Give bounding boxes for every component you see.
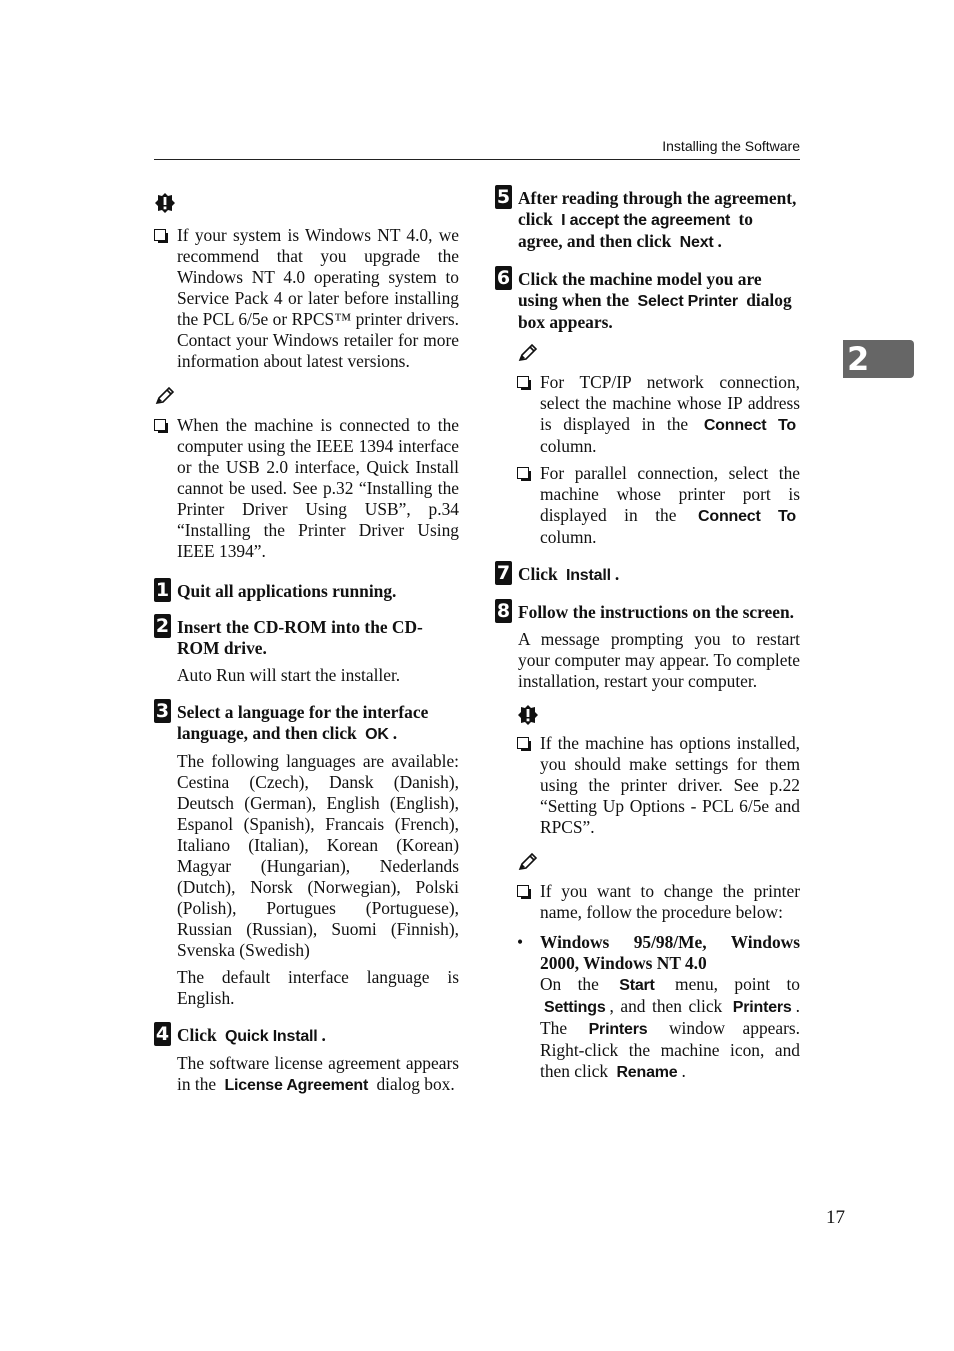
step-8-text: Follow the instructions on the screen. [518, 602, 794, 622]
bullet-text-4: . The [540, 996, 800, 1038]
step-3-text: Select a language for the interface language, and then click [177, 702, 429, 743]
printers-window-label: Printers [588, 1021, 648, 1038]
step-8 [495, 602, 800, 623]
step-number-2: 2 [155, 615, 170, 637]
note-tcpip-item [517, 372, 800, 457]
step-number-5: 5 [496, 186, 511, 208]
step-6-text-b: dialog box appears. [518, 290, 792, 332]
step-4-body [154, 1053, 459, 1096]
important-item [517, 733, 800, 838]
step-2-body: Auto Run will start the installer. [177, 665, 401, 685]
note-rename-text: If you want to change the printer name, follow the procedure below: [540, 881, 800, 922]
page-number: 17 [826, 1207, 845, 1228]
bullet-heading: Windows 95/98/Me, Windows 2000, Windows NT 4.0 [540, 932, 800, 973]
bullet-dot: • [517, 932, 524, 952]
checkbox-icon [154, 419, 166, 431]
step-6-text-a: Click the machine model you are using when the [518, 269, 762, 310]
checkbox-icon [517, 737, 529, 749]
settings-label: Settings [544, 999, 606, 1016]
important-text: If the machine has options installed, you should make settings for them using the printer driver. See p.22 “Setting Up Options - PCL 6/5e and RPCS”. [540, 733, 800, 837]
note-item [154, 415, 459, 562]
bullet-text-1: On the [540, 974, 599, 994]
step-number-6: 6 [496, 267, 511, 289]
printers-label: Printers [732, 999, 792, 1016]
important-text: If your system is Windows NT 4.0, we recommend that you upgrade the Windows NT 4.0 operating system to Service Pack 4 or later before installing the PCL 6/5e or RPCS™ printer drivers. Contact your Windows retailer for more information about latest versions. [177, 225, 459, 371]
step-5 [495, 188, 800, 253]
checkbox-icon [517, 885, 529, 897]
step-8-body: A message prompting you to restart your computer may appear. To complete installation, restart your computer. [518, 629, 800, 691]
step-3 [154, 702, 459, 745]
step-4-text: Click [177, 1025, 217, 1045]
next-button-label: Next [679, 234, 714, 251]
checkbox-icon [517, 376, 529, 388]
chapter-tab-number: 2 [847, 340, 870, 378]
step-5-end: . [717, 231, 722, 251]
left-column [154, 192, 459, 1096]
step-number-7: 7 [496, 562, 511, 584]
step-number-1: 1 [155, 579, 170, 601]
checkbox-icon [154, 229, 166, 241]
accept-agreement-label: I accept the agreement [561, 212, 731, 229]
important-icon [517, 704, 539, 726]
step-7 [495, 564, 800, 586]
step-number-8: 8 [496, 600, 511, 622]
chapter-tab [843, 340, 914, 378]
rename-label: Rename [616, 1064, 678, 1081]
bullet-item-windows [495, 932, 800, 1083]
bullet-text-5: window appears. Right-click the machine icon, and then click [540, 1018, 800, 1081]
quick-install-label: Quick Install [224, 1028, 318, 1045]
note-rename-item [517, 881, 800, 923]
license-agreement-label: License Agreement [224, 1077, 369, 1094]
note-parallel-item [517, 463, 800, 548]
ok-button-label: OK [365, 726, 389, 743]
step-7-end: . [614, 564, 620, 584]
step-6 [495, 269, 800, 333]
step-4 [154, 1025, 459, 1047]
start-menu-label: Start [619, 977, 655, 994]
important-icon [154, 192, 176, 214]
step-4-end: . [321, 1025, 326, 1045]
right-column [495, 188, 800, 1083]
note-parallel-text-b: column. [540, 527, 597, 547]
step-1 [154, 581, 459, 602]
connect-to-label: Connect To [703, 417, 796, 434]
step-2-text: Insert the CD-ROM into the CD-ROM drive. [177, 617, 423, 658]
step-3-body-languages: The following languages are available: Cestina (Czech), Dansk (Danish), Deutsch (German), English (English), Espanol (Spanish), Francais (French), Italiano (Italian), Korean (Korean) Magyar (Hungarian), Nederlands (Dutch), Norsk (Norwegian), Polski (Polish), Portugues (Portuguese), Russian (Russian), Suomi (Finnish), Svenska (Swedish) [177, 751, 459, 960]
step-number-3: 3 [155, 700, 170, 722]
note-text: When the machine is connected to the computer using the IEEE 1394 interface or the USB 2.0 interface, Quick Install cannot be used. See p.32 “Installing the Printer Driver Using USB”, p.34 “Installing the Printer Driver Using IEEE 1394”. [177, 415, 459, 561]
checkbox-icon [517, 467, 529, 479]
step-2 [154, 617, 459, 659]
bullet-text-6: . [681, 1061, 686, 1081]
header-title: Installing the Software [662, 138, 800, 154]
step-3-end: . [392, 723, 398, 743]
step-3-body-default: The default interface language is English. [177, 967, 459, 1008]
install-button-label: Install [565, 567, 611, 584]
step-number-4: 4 [155, 1023, 170, 1045]
step-4-body-a: The software license agreement appears in the [177, 1053, 459, 1094]
header-rule [154, 159, 800, 160]
note-pencil-icon [517, 852, 539, 872]
note-parallel-text-a: For parallel connection, select the machine whose printer port is displayed in the [540, 463, 800, 525]
step-1-text: Quit all applications running. [177, 581, 397, 601]
select-printer-label: Select Printer [637, 293, 738, 310]
important-item [154, 225, 459, 372]
step-4-body-b: dialog box. [376, 1074, 455, 1094]
bullet-text-3: , and then click [609, 996, 723, 1016]
connect-to-label: Connect To [698, 508, 796, 525]
step-5-text-a: After reading through the agreement, click [518, 188, 797, 229]
bullet-text-2: menu, point to [675, 974, 800, 994]
step-7-text: Click [518, 564, 558, 584]
step-5-text-b: to agree, and then click [518, 209, 753, 251]
note-pencil-icon [154, 386, 176, 406]
note-pencil-icon [517, 343, 539, 363]
note-tcpip-text-b: column. [540, 436, 597, 456]
note-tcpip-text-a: For TCP/IP network connection, select the machine whose IP address is displayed in the [540, 372, 800, 434]
